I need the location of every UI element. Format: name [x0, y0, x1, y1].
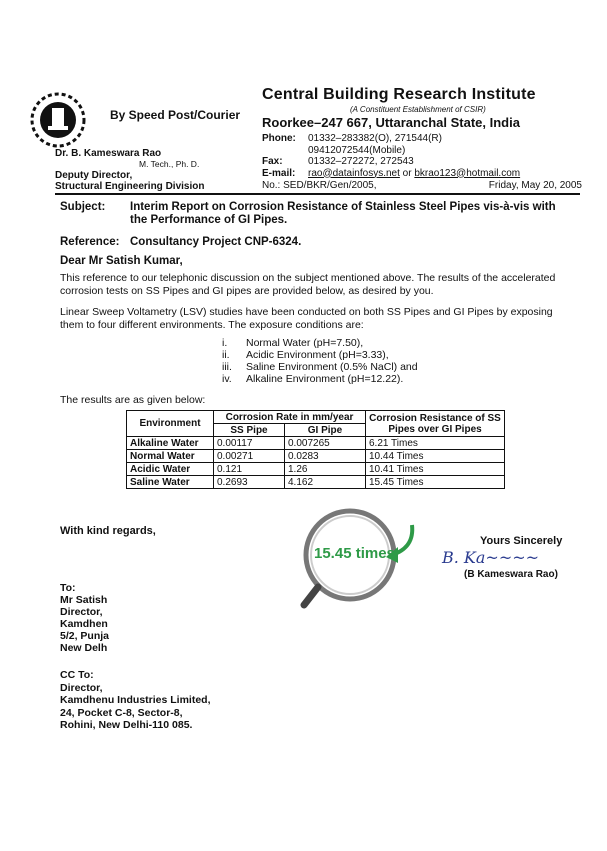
sign-off: Yours Sincerely — [480, 535, 563, 547]
to-label: To: — [60, 582, 76, 594]
reference-text: Consultancy Project CNP-6324. — [130, 236, 302, 248]
handwritten-signature: B. Ka~~~~ — [442, 548, 540, 567]
address-line: Kamdhenu Industries Limited, — [60, 694, 211, 706]
condition-item: iv. Alkaline Environment (pH=12.22). — [222, 373, 404, 385]
email-link-2[interactable]: bkrao123@hotmail.com — [414, 167, 521, 179]
results-table — [126, 410, 505, 489]
author-division: Structural Engineering Division — [55, 181, 205, 192]
address-line: Rohini, New Delhi-110 085. — [60, 719, 193, 731]
organization-subtitle: (A Constituent Establishment of CSIR) — [350, 105, 486, 114]
table-row: Acidic Water 0.121 1.26 10.41 Times — [127, 463, 505, 476]
subject-label: Subject: — [60, 201, 106, 213]
table-header-row — [127, 411, 505, 424]
author-name: Dr. B. Kameswara Rao — [55, 148, 162, 159]
table-row: Normal Water 0.00271 0.0283 10.44 Times — [127, 450, 505, 463]
letter-number: No.: SED/BKR/Gen/2005, — [262, 180, 377, 191]
cc-address — [60, 669, 211, 732]
address-line: New Delh — [60, 642, 108, 654]
organization-location: Roorkee–247 667, Uttaranchal State, India — [262, 115, 520, 130]
contact-block — [262, 133, 520, 179]
reference-label: Reference: — [60, 236, 120, 248]
author-qualifications: M. Tech., Ph. D. — [139, 159, 200, 169]
callout-text: 15.45 times — [314, 545, 395, 562]
phone-label: Phone: — [262, 133, 296, 144]
table-row: Alkaline Water 0.00117 0.007265 6.21 Times — [127, 437, 505, 450]
organization-name: Central Building Research Institute — [262, 86, 536, 103]
salutation: Dear Mr Satish Kumar, — [60, 255, 183, 267]
address-line: Director, — [60, 606, 103, 618]
cc-label: CC To: — [60, 669, 94, 681]
body-paragraph-1: This reference to our telephonic discussion on the subject mentioned above. The results of the accelerated corrosion tests on SS Pipes and GI pipes are provided below, as desired by you. — [60, 272, 556, 297]
signee-name: (B Kameswara Rao) — [464, 569, 558, 580]
address-line: Mr Satish — [60, 594, 108, 606]
magnifier-callout — [300, 505, 450, 655]
address-line: 24, Pocket C-8, Sector-8, — [60, 706, 183, 719]
email-link-1[interactable]: rao@datainfosys.net — [308, 167, 400, 179]
table-row: Saline Water 0.2693 4.162 15.45 Times — [127, 476, 505, 489]
address-line: Director, — [60, 681, 103, 694]
condition-item: i. Normal Water (pH=7.50), — [222, 337, 364, 349]
address-line: 5/2, Punja — [60, 630, 110, 642]
condition-item: iii. Saline Environment (0.5% NaCl) and — [222, 361, 418, 373]
header-divider — [55, 193, 580, 195]
address-line: Kamdhen — [60, 618, 108, 630]
header-ss-pipe: SS Pipe — [214, 424, 285, 437]
delivery-mode: By Speed Post/Courier — [110, 108, 241, 122]
email-label: E-mail: — [262, 167, 296, 179]
letter-date: Friday, May 20, 2005 — [488, 180, 582, 191]
body-paragraph-2: Linear Sweep Voltametry (LSV) studies have been conducted on both SS Pipes and GI Pipes by exposing them to four different environments. The exposure conditions are: — [60, 306, 553, 331]
mobile-number: 09412072544(Mobile) — [308, 144, 406, 156]
closing-regards: With kind regards, — [60, 525, 156, 537]
cbri-logo — [18, 86, 98, 156]
header-environment: Environment — [127, 411, 214, 437]
reference-date-row — [262, 180, 582, 191]
author-block — [55, 148, 204, 192]
subject-text: Interim Report on Corrosion Resistance of Stainless Steel Pipes vis-à-vis with the Performance of GI Pipes. — [130, 201, 556, 226]
exposure-conditions-list — [222, 337, 418, 385]
header-gi-pipe: GI Pipe — [285, 424, 366, 437]
phone-number: 01332–283382(O), 271544(R) — [308, 133, 442, 144]
results-intro: The results are as given below: — [60, 394, 206, 406]
author-title: Deputy Director, — [55, 170, 133, 181]
condition-item: ii. Acidic Environment (pH=3.33), — [222, 349, 389, 361]
header-corrosion-rate: Corrosion Rate in mm/year — [214, 411, 366, 424]
to-address — [60, 582, 109, 654]
email-or: or — [402, 167, 412, 179]
header-corrosion-resistance: Corrosion Resistance of SS Pipes over GI Pipes — [366, 411, 505, 437]
fax-number: 01332–272272, 272543 — [308, 156, 414, 167]
fax-label: Fax: — [262, 156, 283, 167]
